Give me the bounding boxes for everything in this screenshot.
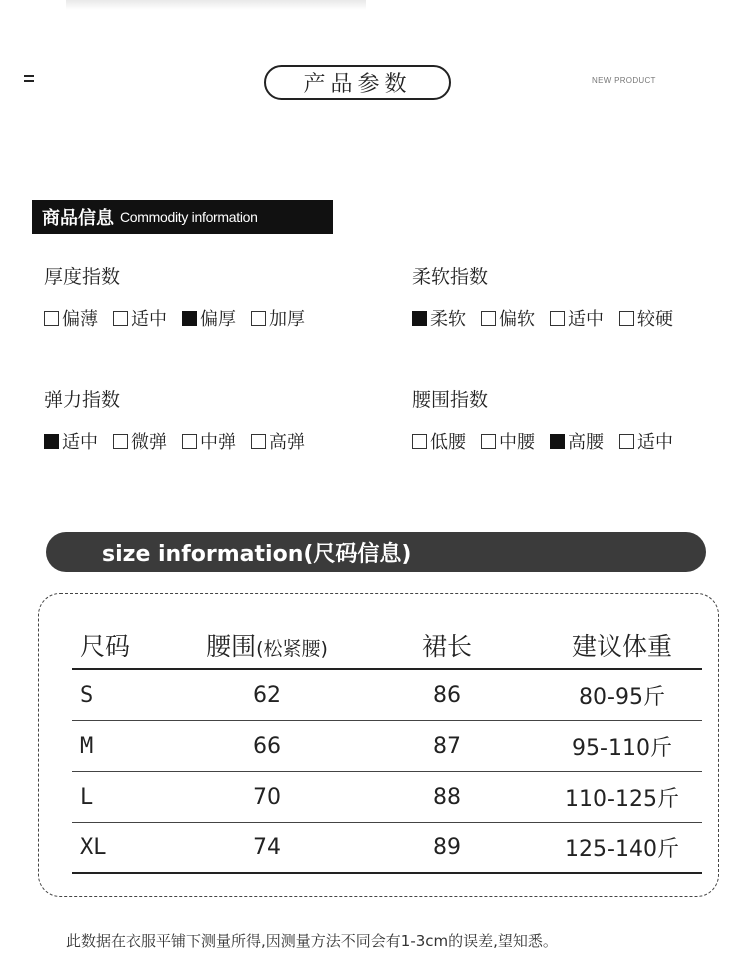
waist-options [412,428,673,454]
table-row [72,772,702,823]
menu-icon[interactable] [24,75,34,85]
checkbox-icon [550,434,565,449]
option-label: 偏软 [499,309,535,330]
size-info-header: size information(尺码信息) [46,532,706,572]
option-label: 高弹 [269,432,305,453]
option [251,428,305,454]
option [182,305,236,331]
commodity-title-cn: 商品信息 [42,208,114,229]
option [619,305,673,331]
option [619,428,673,454]
option-label: 加厚 [269,309,305,330]
cell-weight: 110-125斤 [565,786,679,812]
top-divider [66,0,366,10]
option [481,428,535,454]
cell-waist: 66 [253,733,281,759]
commodity-title-en: Commodity information [120,209,258,225]
cell-waist: 62 [253,682,281,708]
new-product-tag: NEW PRODUCT [592,76,656,85]
table-row [72,670,702,721]
option-label: 较硬 [637,309,673,330]
option [113,428,167,454]
cell-length: 89 [433,835,461,860]
cell-size: XL [80,835,107,860]
option-label: 高腰 [568,432,604,453]
cell-size: S [80,682,94,708]
measurement-footnote: 此数据在衣服平铺下测量所得,因测量方法不同会有1-3cm的误差,望知悉。 [66,932,558,950]
option-label: 中弹 [200,432,236,453]
option-label: 微弹 [131,432,167,453]
commodity-info-header [32,200,333,234]
cell-length: 86 [433,682,461,708]
checkbox-icon [619,311,634,326]
option-label: 适中 [62,432,98,453]
page-title: 产品参数 [264,65,451,100]
cell-length: 87 [433,733,461,759]
option [412,428,466,454]
checkbox-icon [113,311,128,326]
option [481,305,535,331]
table-header [72,622,702,670]
header-length: 裙长 [421,632,472,661]
option [251,305,305,331]
cell-size: M [80,733,94,759]
option-label: 柔软 [430,309,466,330]
table-row [72,721,702,772]
checkbox-icon [44,434,59,449]
option [550,428,604,454]
checkbox-icon [412,311,427,326]
header-waist-label: 腰围 [206,632,257,661]
cell-weight: 80-95斤 [579,684,665,710]
elasticity-options [44,428,305,454]
checkbox-icon [481,434,496,449]
checkbox-icon [619,434,634,449]
option-label: 偏薄 [62,309,98,330]
option [412,305,466,331]
checkbox-icon [550,311,565,326]
cell-length: 88 [433,784,461,810]
waist-index-title: 腰围指数 [412,389,489,411]
option [550,305,604,331]
softness-index-title: 柔软指数 [412,266,489,288]
cell-waist: 70 [253,784,281,810]
option [182,428,236,454]
table-row [72,823,702,874]
option [113,305,167,331]
checkbox-icon [251,434,266,449]
checkbox-icon [182,311,197,326]
checkbox-icon [481,311,496,326]
thickness-index-title: 厚度指数 [44,266,121,288]
option-label: 低腰 [430,432,466,453]
option-label: 适中 [568,309,604,330]
option-label: 适中 [637,432,673,453]
cell-size: L [80,784,94,810]
option-label: 偏厚 [200,309,236,330]
option [44,428,98,454]
option-label: 适中 [131,309,167,330]
cell-waist: 74 [253,835,281,860]
elasticity-index-title: 弹力指数 [44,389,121,411]
checkbox-icon [182,434,197,449]
header-weight: 建议体重 [571,632,672,661]
checkbox-icon [412,434,427,449]
softness-options [412,305,673,331]
size-table [72,622,702,874]
option [44,305,98,331]
option-label: 中腰 [499,432,535,453]
header-size: 尺码 [80,632,131,661]
checkbox-icon [44,311,59,326]
checkbox-icon [113,434,128,449]
cell-weight: 125-140斤 [565,837,679,862]
checkbox-icon [251,311,266,326]
header-waist-note: (松紧腰) [256,638,328,660]
header-waist [182,627,352,663]
cell-weight: 95-110斤 [572,735,672,761]
thickness-options [44,305,305,331]
